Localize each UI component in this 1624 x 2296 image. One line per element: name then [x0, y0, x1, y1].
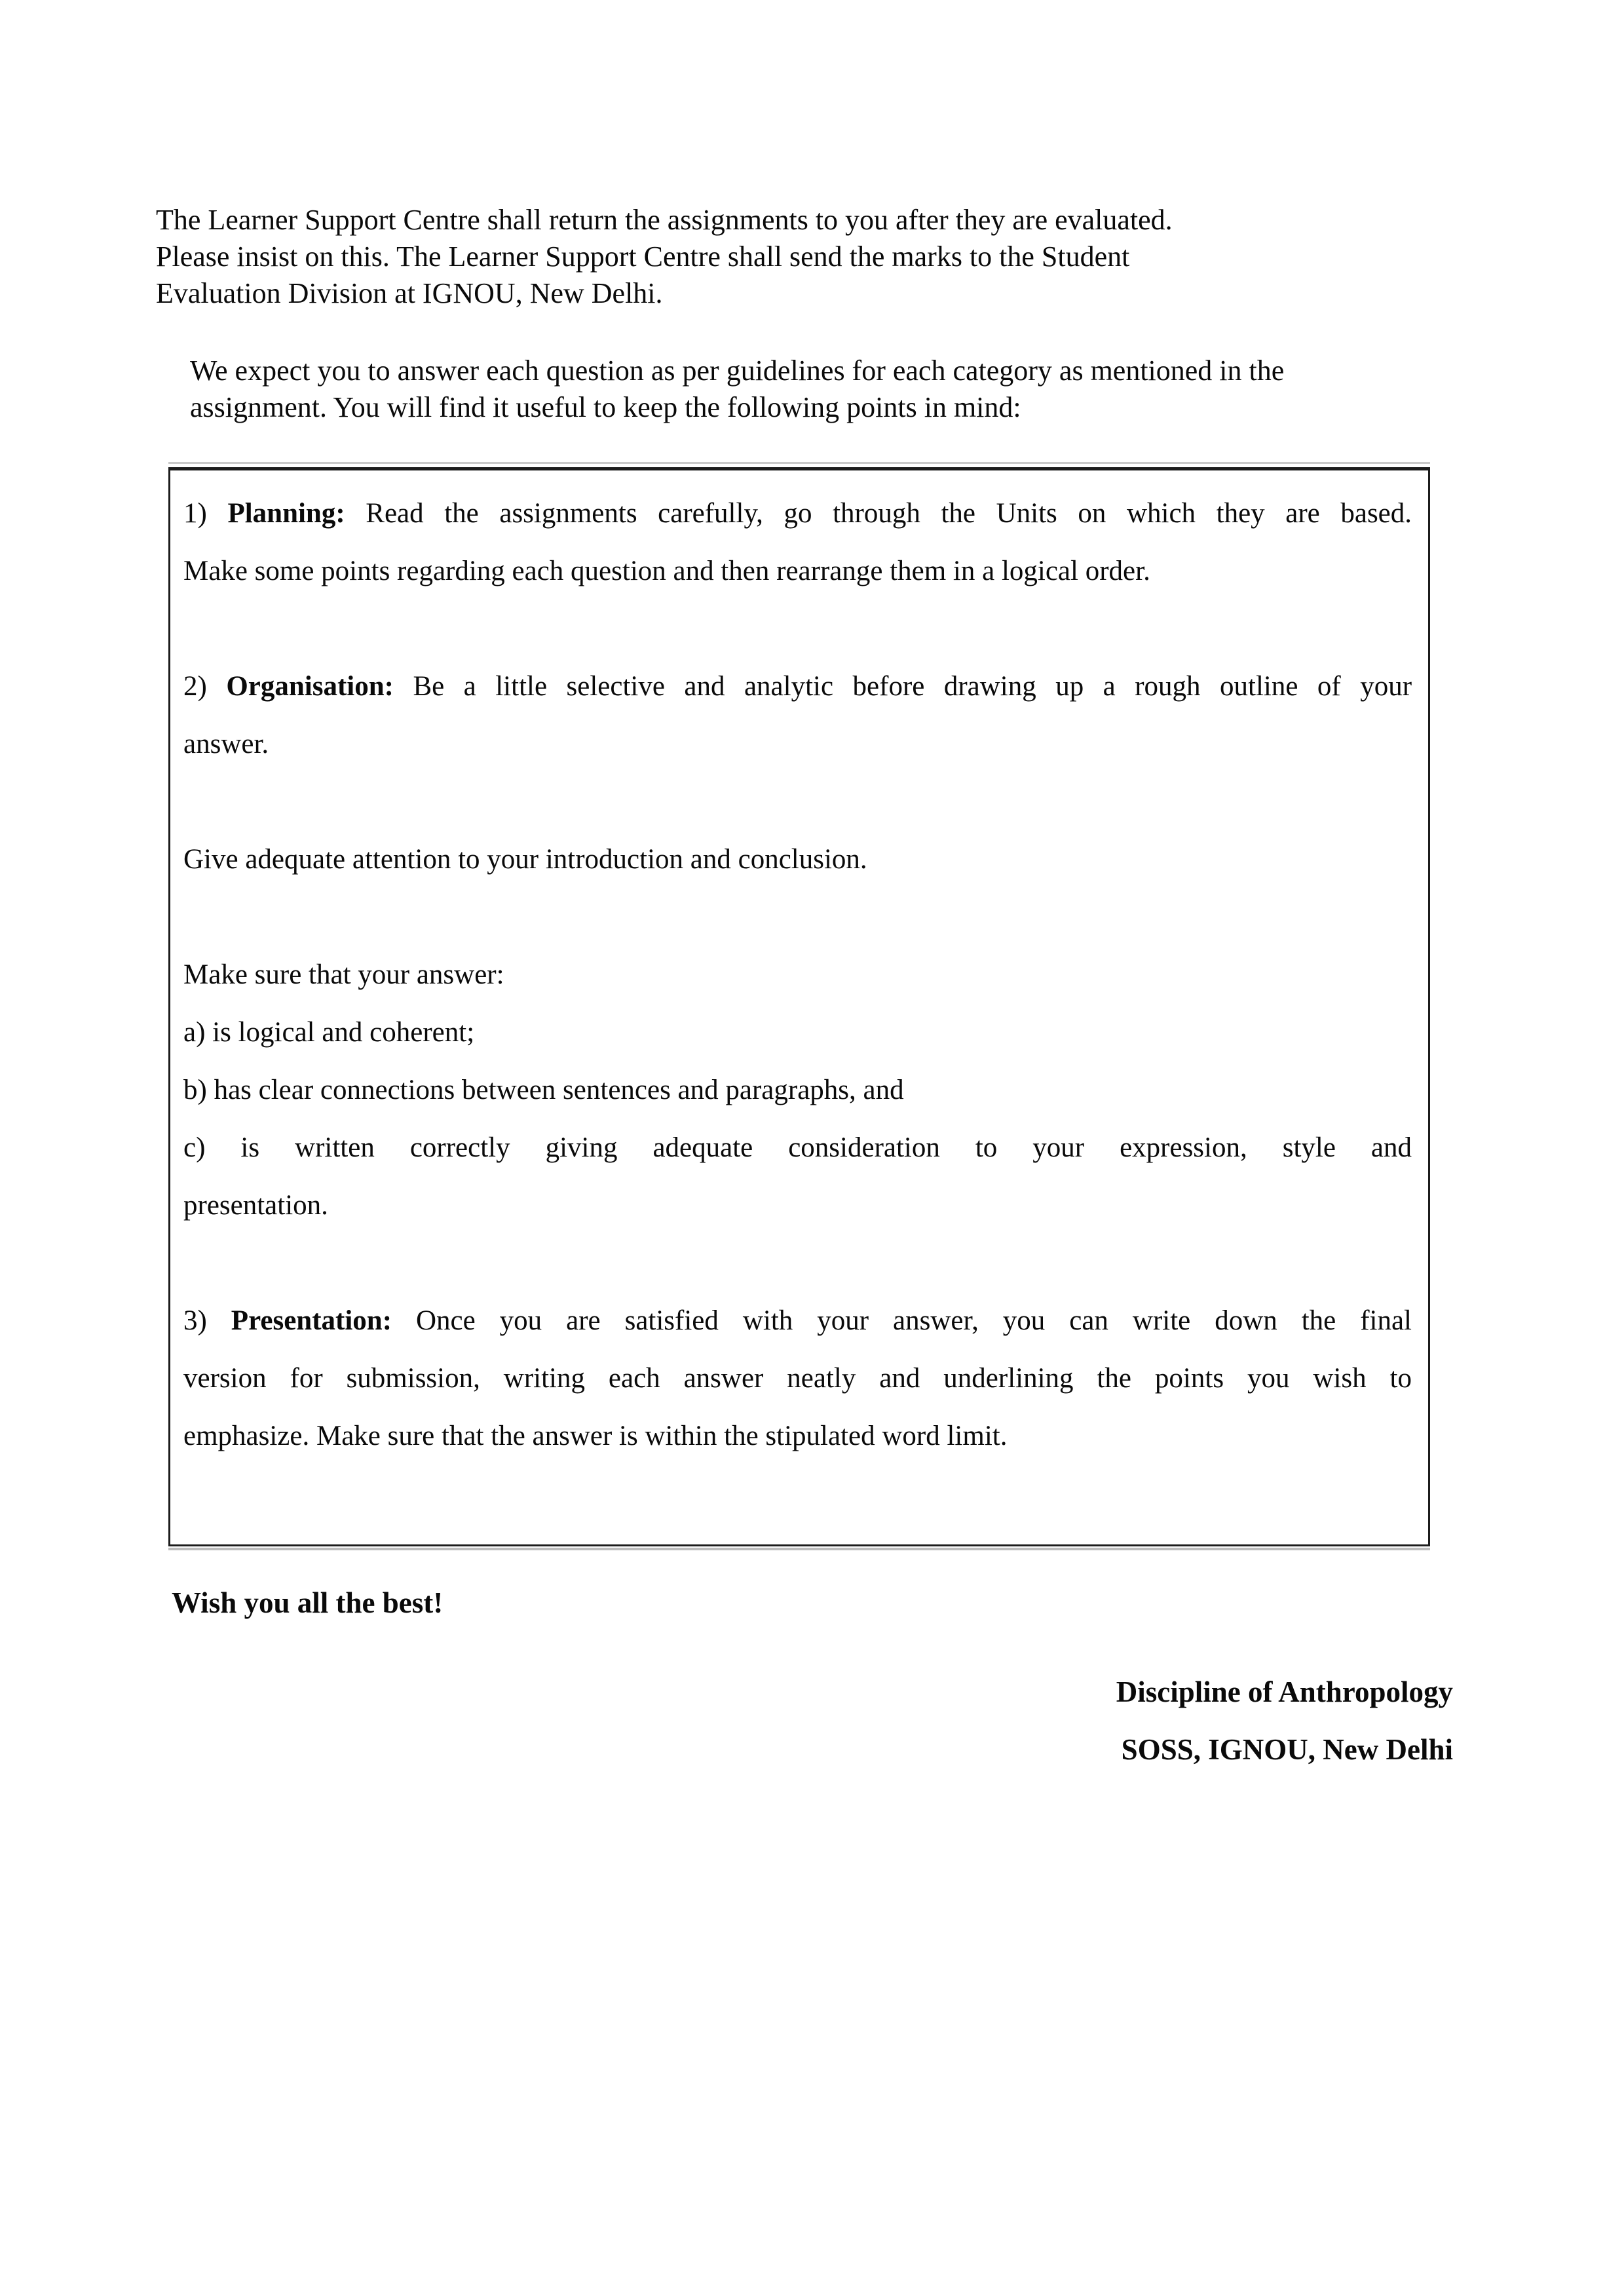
text-line: [183, 658, 1412, 716]
item-text: Be a little selective and analytic before drawing up a rough outline of your: [413, 671, 1412, 702]
text-line: Make some points regarding each question and then rearrange them in a logical order.: [183, 556, 1150, 586]
guidelines-box: [168, 467, 1430, 1546]
organisation-paragraph: [183, 658, 1412, 773]
text-line: Evaluation Division at IGNOU, New Delhi.: [156, 277, 663, 309]
text-line: We expect you to answer each question as per guidelines for each category as mentioned in the: [190, 354, 1285, 387]
list-item: a) is logical and coherent;: [183, 1017, 475, 1048]
signature-block: [1116, 1663, 1453, 1778]
text-line: Make sure that your answer:: [183, 959, 504, 990]
attention-paragraph: [183, 831, 1412, 889]
text-line: The Learner Support Centre shall return the assignments to you after they are evaluated.: [156, 204, 1173, 236]
text-line: assignment. You will find it useful to keep the following points in mind:: [190, 391, 1021, 423]
text-line: emphasize. Make sure that the answer is within the stipulated word limit.: [183, 1421, 1008, 1451]
text-line: [183, 1292, 1412, 1350]
presentation-paragraph: [183, 1292, 1412, 1465]
closing-wish: Wish you all the best!: [172, 1586, 444, 1619]
item-label: Planning:: [227, 498, 345, 529]
item-number: 1): [183, 498, 207, 529]
text-line: presentation.: [183, 1190, 328, 1221]
item-label: Presentation:: [231, 1305, 392, 1336]
text-line: Give adequate attention to your introduction and conclusion.: [183, 844, 867, 875]
signature-line: SOSS, IGNOU, New Delhi: [1121, 1733, 1453, 1766]
expectation-paragraph: [190, 353, 1454, 426]
text-line: Please insist on this. The Learner Support Centre shall send the marks to the Student: [156, 240, 1130, 273]
item-label: Organisation:: [226, 671, 394, 702]
text-line: version for submission, writing each answer neatly and underlining the points you wish to: [183, 1363, 1412, 1394]
intro-paragraph: [156, 202, 1456, 312]
answer-checklist: [183, 946, 1412, 1234]
list-item: b) has clear connections between sentences and paragraphs, and: [183, 1075, 904, 1105]
item-number: 3): [183, 1305, 207, 1336]
item-text: Once you are satisfied with your answer, you can write down the final: [415, 1305, 1412, 1336]
item-text: Read the assignments carefully, go through the Units on which they are based.: [366, 498, 1412, 529]
text-line: answer.: [183, 729, 269, 759]
item-number: 2): [183, 671, 207, 702]
signature-line: Discipline of Anthropology: [1116, 1675, 1453, 1708]
list-item: c) is written correctly giving adequate consideration to your expression, style and: [183, 1132, 1412, 1163]
text-line: [183, 485, 1412, 543]
planning-paragraph: [183, 485, 1412, 600]
